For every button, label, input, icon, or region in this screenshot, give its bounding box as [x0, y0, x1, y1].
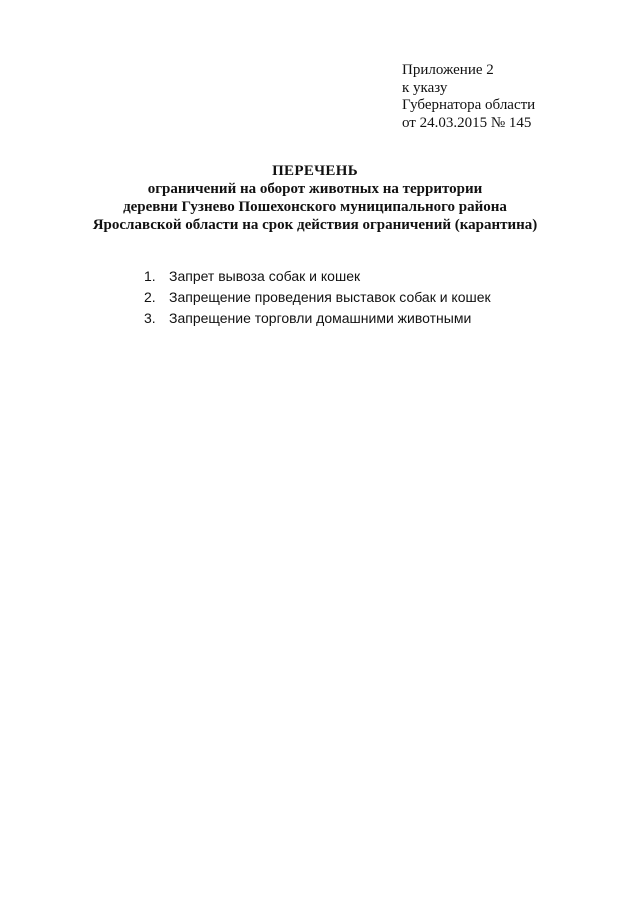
- list-item: [144, 287, 491, 308]
- appendix-line: от 24.03.2015 № 145: [402, 114, 532, 131]
- title-subtitle-line: деревни Гузнево Пошехонского муниципального района: [123, 199, 507, 215]
- title-heading: ПЕРЕЧЕНЬ: [272, 163, 358, 179]
- restrictions-list: [144, 266, 491, 329]
- list-item-text: Запрещение торговли домашними животными: [169, 310, 472, 326]
- list-item-text: Запрещение проведения выставок собак и кошек: [169, 289, 491, 305]
- appendix-line: Губернатора области: [402, 97, 536, 113]
- list-item: [144, 308, 491, 329]
- title-subtitle-line: Ярославской области на срок действия ограничений (карантина): [92, 217, 538, 233]
- list-item: [144, 266, 491, 287]
- document-title: [80, 162, 550, 234]
- appendix-header: [402, 62, 535, 132]
- appendix-line: к указу: [402, 79, 448, 96]
- list-item-text: Запрет вывоза собак и кошек: [169, 268, 361, 284]
- list-item-number: 3.: [144, 310, 156, 326]
- list-item-number: 2.: [144, 289, 156, 305]
- appendix-line: Приложение 2: [402, 62, 494, 78]
- list-item-number: 1.: [144, 268, 156, 284]
- title-subtitle-line: ограничений на оборот животных на территории: [147, 181, 483, 197]
